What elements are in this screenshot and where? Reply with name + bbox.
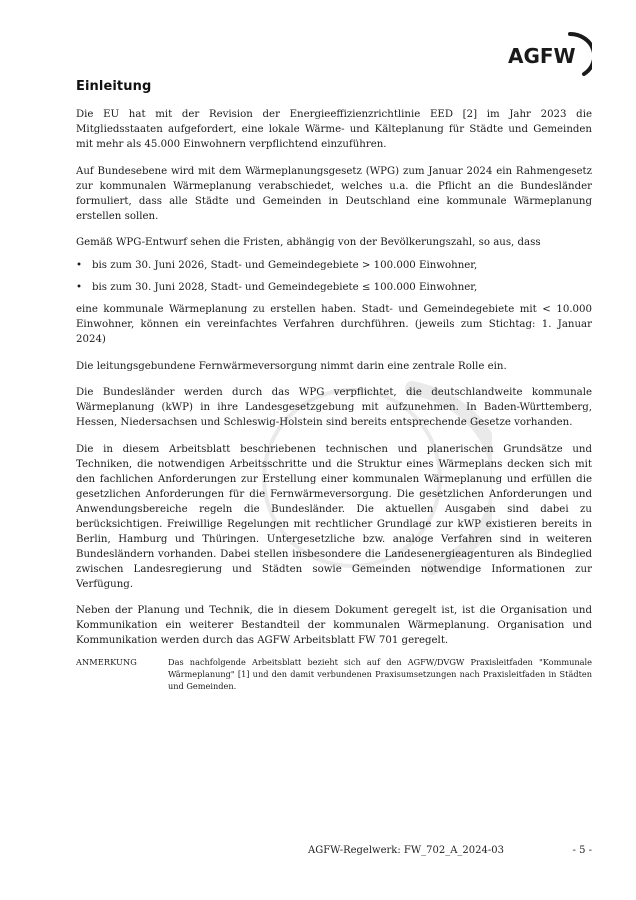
- note-label: ANMERKUNG: [76, 657, 137, 667]
- footer-reference: AGFW-Regelwerk: FW_702_A_2024-03: [308, 845, 504, 856]
- bullet-icon: •: [76, 260, 83, 271]
- paragraph-deadlines-outro: eine kommunale Wärmeplanung zu erstellen haben. Stadt- und Gemeindegebiete mit < 10.000 Einwohner, können ein vereinfachtes Verfahren durchführen. (jeweils zum Stichtag: 1. Januar 2024): [76, 304, 592, 345]
- list-item: • bis zum 30. Juni 2026, Stadt- und Gemeindegebiete > 100.000 Einwohner,: [76, 260, 478, 271]
- note-block: [76, 656, 592, 692]
- bullet-icon: •: [76, 282, 83, 293]
- paragraph-eu-directive: Die EU hat mit der Revision der Energieeffizienzrichtlinie EED [2] im Jahr 2023 die Mitgliedsstaaten aufgefordert, eine lokale Wärme- und Kälteplanung für Städte und Gemeinden mit mehr als 45.000 Einwohnern verpflichtend einzuführen.: [76, 109, 592, 150]
- note-text: Das nachfolgende Arbeitsblatt bezieht sich auf den AGFW/DVGW Praxisleitfaden "Kommunale Wärmeplanung" [1] und den damit verbundenen Praxisumsetzungen nach Praxisleitfaden in Städten und Gemeinden.: [168, 657, 592, 691]
- page-number: - 5 -: [572, 845, 592, 856]
- paragraph-worksheet-scope: Die in diesem Arbeitsblatt beschriebenen technischen und planerischen Grundsätze und Techniken, die notwendigen Arbeitsschritte und die Struktur eines Wärmeplans decken sich mit den fachlichen Anforderungen zur Erstellung einer kommunalen Wärmeplanung und erfüllen die gesetzlichen Anforderungen für die Fernwärmeversorgung. Die gesetzlichen Anforderungen und Anwendungsbereiche regeln die Bundesländer. Die aktuellen Ausgaben sind dabei zu berücksichtigen. Freiwillige Regelungen mit rechtlicher Grundlage zur kWP existieren bereits in Berlin, Hamburg und Thüringen. Untergesetzliche bzw. analoge Verfahren sind in weiteren Bundesländern vorhanden. Dabei stellen insbesondere die Landesenergieagenturen als Bindeglied zwischen Landesregierung und Städten sowie Gemeinden notwendige Informationen zur Verfügung.: [76, 443, 592, 590]
- list-item: • bis zum 30. Juni 2028, Stadt- und Gemeindegebiete ≤ 100.000 Einwohner,: [76, 282, 478, 293]
- document-body: [76, 107, 592, 692]
- section-heading: Einleitung: [76, 79, 152, 94]
- paragraph-organisation: Neben der Planung und Technik, die in diesem Dokument geregelt ist, ist die Organisation und Kommunikation ein weiterer Bestandteil der kommunalen Wärmeplanung. Organisation und Kommunikation werden durch das AGFW Arbeitsblatt FW 701 geregelt.: [76, 605, 592, 646]
- paragraph-federal-law: Auf Bundesebene wird mit dem Wärmeplanungsgesetz (WPG) zum Januar 2024 ein Rahmengesetz zur kommunalen Wärmeplanung verabschiedet, welches u.a. die Pflicht an die Bundesländer formuliert, dass alle Städte und Gemeinden in Deutschland eine kommunale Wärmeplanung erstellen sollen.: [76, 165, 592, 222]
- paragraph-district-heating: Die leitungsgebundene Fernwärmeversorgung nimmt darin eine zentrale Rolle ein.: [76, 360, 507, 372]
- paragraph-deadlines-intro: Gemäß WPG-Entwurf sehen die Fristen, abhängig von der Bevölkerungszahl, so aus, dass: [76, 237, 541, 248]
- paragraph-federal-states: Die Bundesländer werden durch das WPG verpflichtet, die deutschlandweite kommunale Wärmeplanung (kWP) in ihre Landesgesetzgebung mit aufzunehmen. In Baden-Württemberg, Hessen, Niedersachsen und Schleswig-Holstein sind bereits entsprechende Gesetze vorhanden.: [76, 387, 592, 428]
- logo-text: AGFW: [508, 44, 576, 68]
- agfw-logo: [508, 30, 592, 80]
- deadline-list: [76, 258, 592, 295]
